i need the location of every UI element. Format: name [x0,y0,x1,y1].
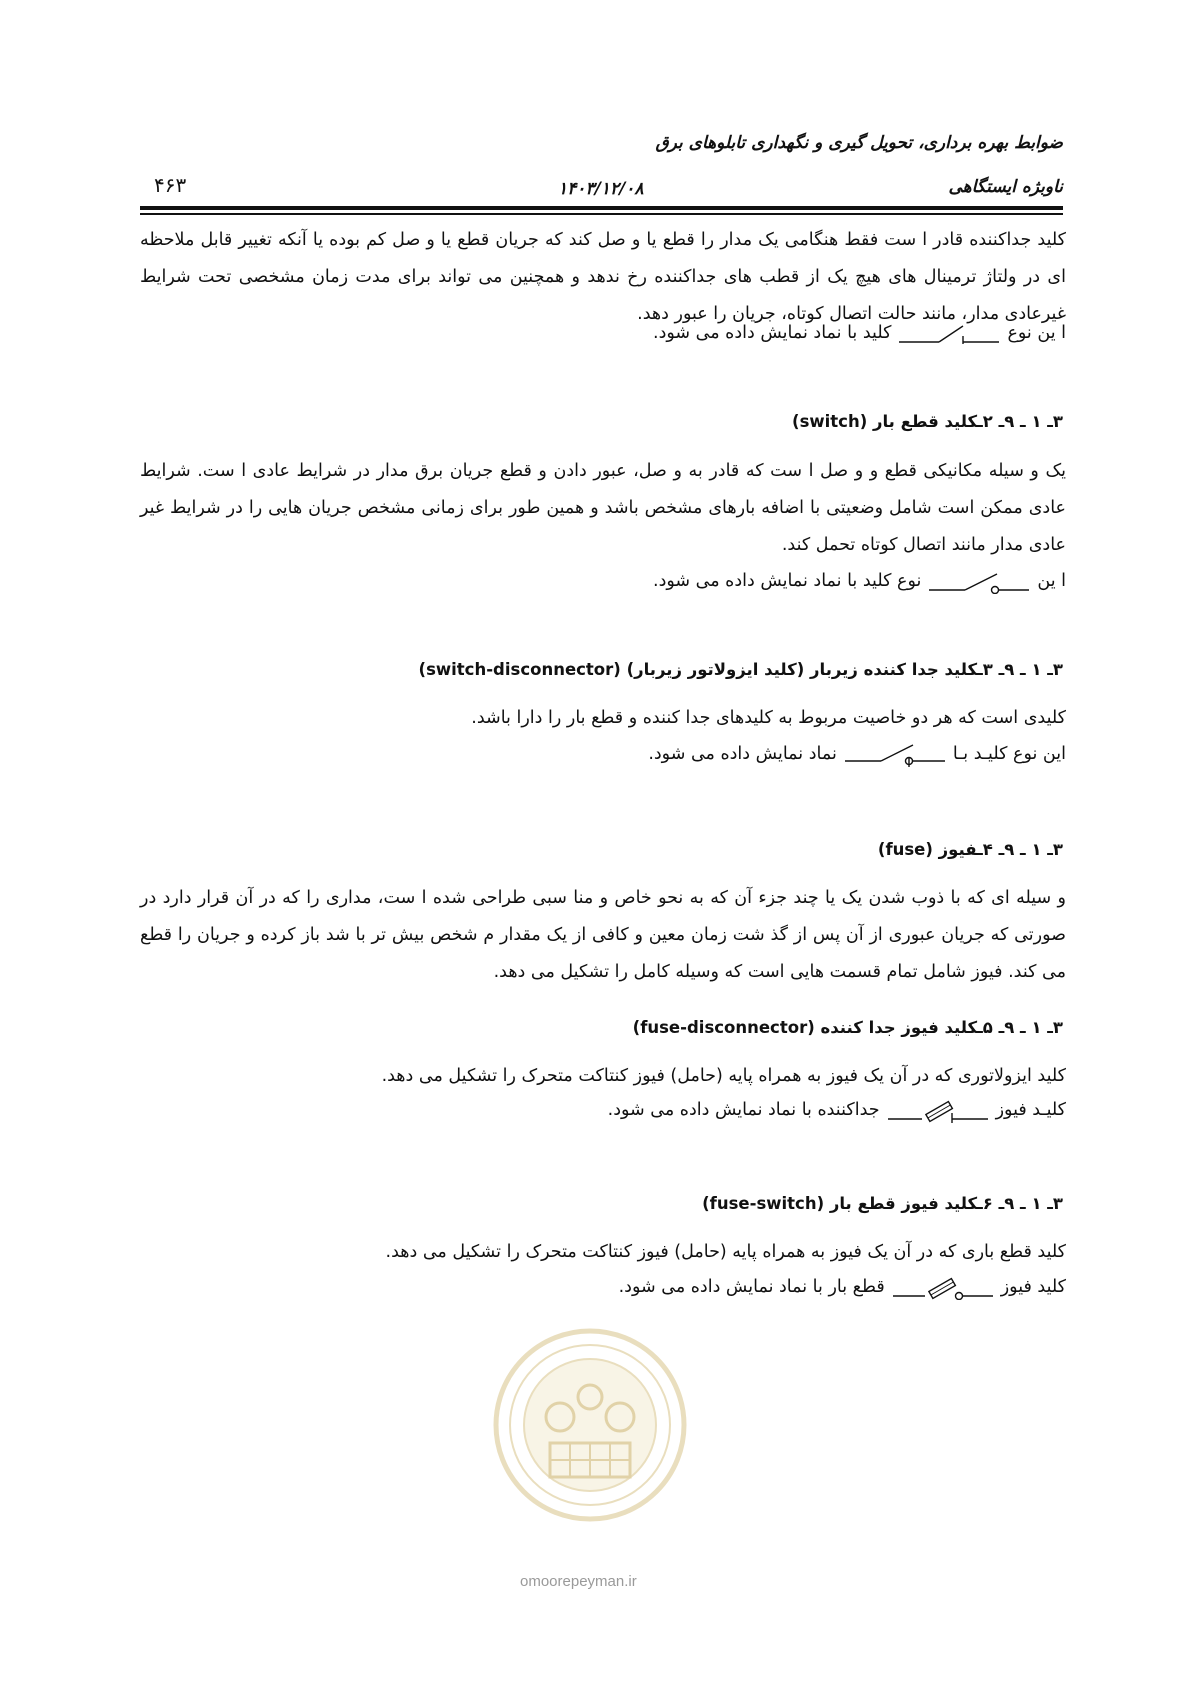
page-number: ۴۶۳ [154,173,187,197]
switch-symbol-line [653,564,1066,598]
intro-paragraph: کلید جداکننده قادر ا ست فقط هنگامی یک مدار را قطع یا و صل کند که جریان قطع یا و صل کم بوده یا آنکه تغییر قابل ملاحظه ای در ولتاژ ترمینال های هیچ یک از قطب های جداکننده رخ ندهد و همچنین می تواند برای مدت زمان مشخصی تحت شرایط غیرعادی مدار، مانند حالت اتصال کوتاه، جریان را عبور دهد. [140,230,1066,324]
switch-symbol-before: ا ین [1037,571,1066,591]
fuse-switch-symbol-after: قطع بار با نماد نمایش داده می شود. [618,1277,885,1297]
fuse-switch-symbol-before: کلید فیوز [1000,1277,1066,1297]
fuse-disconnector-heading: ۳ـ ۱ ـ ۹ـ ۵ـکلید فیوز جدا کننده (fuse-disconnector) [632,1018,1063,1037]
fuse-disconnector-symbol-after: جداکننده با نماد نمایش داده می شود. [607,1100,880,1120]
fuse-paragraph: و سیله ای که با ذوب شدن یک یا چند جزء آن که به نحو خاص و منا سبی طراحی شده ا ست، مداری را که در آن قرار دارد در صورتی که جریان عبوری از آن پس از گذ شت زمان معین و کافی از یک مقدار م شخص بیش تر با شد باز کرده و جریان را قطع می کند. فیوز شامل تمام قسمت هایی است که وسیله کامل را تشکیل می دهد. [140,888,1066,982]
fuse-switch-symbol-icon [893,1274,993,1300]
fuse-heading: ۳ـ ۱ ـ ۹ـ ۴ـفیوز (fuse) [877,840,1063,859]
switch-disconnector-heading: ۳ـ ۱ ـ ۹ـ ۳ـکلید جدا کننده زیربار (کلید ایزولاتور زیربار) (switch-disconnector) [418,660,1063,679]
stamp-seal-icon [490,1325,690,1525]
header-rule-thin [140,213,1063,215]
fuse-disconnector-symbol-before: کلیـد فیوز [995,1100,1066,1120]
switch-disconnector-symbol-line [648,737,1066,771]
intro-symbol-after: کلید با نماد نمایش داده می شود. [653,323,892,343]
department-label: ناوبژه ایستگاهی [948,177,1063,197]
switch-disconnector-paragraph: کلیدی است که هر دو خاصیت مربوط به کلیدهای جدا کننده و قطع بار را دارا باشد. [471,708,1066,728]
fuse-disconnector-symbol-icon [888,1097,988,1123]
header-row [140,173,1063,201]
intro-symbol-line [653,316,1066,350]
switch-paragraph: یک و سیله مکانیکی قطع و و صل ا ست که قادر به و صل، عبور دادن و قطع جریان برق مدار در شرایط عادی ا ست. شرایط عادی ممکن است شامل وضعیتی با اضافه بارهای مشخص باشد و همین طور برای زمانی مشخص جریان هایی را در شرایط غیر عادی مدار مانند اتصال کوتاه تحمل کند. [140,461,1066,555]
intro-symbol-before: ا ین نوع [1007,323,1066,343]
fuse-disconnector-paragraph: کلید ایزولاتوری که در آن یک فیوز به همراه پایه (حامل) فیوز کنتاکت متحرک را تشکیل می دهد. [381,1066,1066,1086]
document-date: ۱۴۰۳/۱۲/۰۸ [558,179,644,199]
header-rule-thick [140,206,1063,210]
switch-disconnector-symbol-before: این نوع کلیـد بـا [952,744,1066,764]
fuse-switch-paragraph: کلید قطع باری که در آن یک فیوز به همراه پایه (حامل) فیوز کنتاکت متحرک را تشکیل می دهد. [385,1242,1066,1262]
switch-symbol-icon [929,568,1029,594]
fuse-switch-heading: ۳ـ ۱ ـ ۹ـ ۶ـکلید فیوز قطع بار (fuse-switch) [702,1194,1063,1213]
switch-disconnector-symbol-after: نماد نمایش داده می شود. [648,744,837,764]
document-title: ضوابط بهره برداری، تحویل گیری و نگهداری تابلوهای برق [655,133,1063,153]
watermark-text: omoorepeyman.ir [520,1573,637,1590]
fuse-disconnector-symbol-line [608,1093,1066,1127]
switch-heading: ۳ـ ۱ ـ ۹ـ ۲ـکلید قطع بار (switch) [792,412,1063,431]
switch-symbol-after: نوع کلید با نماد نمایش داده می شود. [653,571,922,591]
switch-disconnector-symbol-icon [845,741,945,767]
disconnector-symbol-icon [899,320,999,346]
fuse-switch-symbol-line [619,1270,1066,1304]
